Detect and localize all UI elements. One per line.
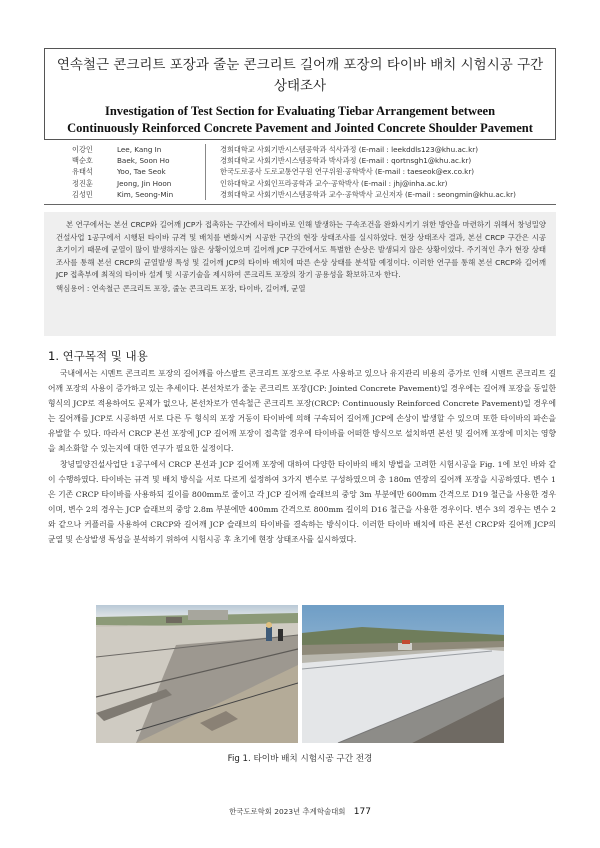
shoulder-site-image bbox=[302, 605, 504, 743]
author-row: 정진훈 Jeong, Jin Hoon 인하대학교 사회인프라공학과 교수·공학박사 (E-mail : jhj@inha.ac.kr) bbox=[44, 178, 556, 189]
abstract-box bbox=[44, 212, 556, 336]
body-paragraph: 국내에서는 시멘트 콘크리트 포장의 길어깨를 아스팔트 콘크리트 포장으로 주로 사용하고 있으나 유지관리 비용의 증가로 인해 시멘트 콘크리트 길어깨 포장의 사용이 증가하고 있는 추세이다. 본선차로가 줄눈 콘크리트 포장(JCP: Jointed Concrete Pavement)일 경우에는 길어깨 포장을 동일한 형식의 JCP로 적용하여도 문제가 없으나, 본선차로가 연속철근 콘크리트 포장(CRCP: Continuously Reinforced Concrete Pavement)일 경우에는 길어깨를 JCP로 시공하면 서로 다른 두 형식의 포장 거동이 타이바에 의해 구속되어 길어깨 JCP에 손상이 발생할 수 있으며 또한 타이바의 파손을 유발할 수 있다. 따라서 CRCP 본선 포장에 JCP 길어깨 포장이 접촉할 경우에 타이바를 어떠한 방식으로 설치하면 본선 및 길어깨 포장에 미치는 영향을 최소화할 수 있는지에 대한 연구가 필요한 실정이다. bbox=[48, 369, 556, 454]
english-title: Investigation of Test Section for Evaluating Tiebar Arrangement between Continuously Reinforced Concrete Pavement and Jointed Concrete Shoulder Pavement bbox=[67, 104, 533, 135]
section-body bbox=[48, 366, 556, 547]
paving-site-image bbox=[96, 605, 298, 743]
title-box bbox=[44, 48, 556, 140]
construction-photo-left bbox=[96, 605, 298, 743]
keywords: 핵심용어 : 연속철근 콘크리트 포장, 줄눈 콘크리트 포장, 타이바, 길어깨, 균열 bbox=[56, 283, 306, 293]
author-row: 김성민 Kim, Seong-Min 경희대학교 사회기반시스템공학과 교수·공학박사 교신저자 (E-mail : seongmin@khu.ac.kr) bbox=[44, 189, 556, 200]
figure-caption: Fig 1. 타이바 배치 시험시공 구간 전경 bbox=[227, 754, 373, 764]
construction-photo-right bbox=[302, 605, 504, 743]
author-row: 유태석 Yoo, Tae Seok 한국도로공사 도로교통연구원 연구위원·공학박사 (E-mail : taeseok@ex.co.kr) bbox=[44, 166, 556, 177]
conference-name: 한국도로학회 2023년 추계학술대회 bbox=[229, 807, 346, 816]
page-footer bbox=[0, 806, 600, 817]
page-number: 177 bbox=[353, 807, 371, 817]
korean-title: 연속철근 콘크리트 포장과 줄눈 콘크리트 길어깨 포장의 타이바 배치 시험시공 구간 상태조사 bbox=[56, 57, 544, 94]
author-row: 이강인 Lee, Kang In 경희대학교 사회기반시스템공학과 석사과정 (E-mail : leekddls123@khu.ac.kr) bbox=[44, 144, 556, 155]
author-list bbox=[44, 144, 556, 205]
abstract-text: 본 연구에서는 본선 CRCP와 길어깨 JCP가 접촉하는 구간에서 타이바로 인해 발생하는 구속조건을 완화시키기 위한 방안을 마련하기 위해서 창녕밀양건설사업 1공구에서 시행된 타이바 규격 및 배치를 변화시켜 시공한 구간의 현장 상태조사를 실시하였다. 현장 상태조사 결과, 본선 CRCP 구간은 시공 초기이기 때문에 균열이 많이 발생하지는 않은 상황이었으며 길어깨 JCP 구간에서도 특별한 손상은 발생되지 않은 상황이었다. 주기적인 추가 현장 상태조사를 통해 본선 CRCP의 균열발생 특성 및 길어깨 JCP의 타이바 배치에 따른 손상 상태를 분석할 예정이다. 이러한 연구를 통해 본선 CRCP와 길어깨 JCP 접촉부에 최적의 타이바 설계 및 시공기술을 제시하여 콘크리트 포장의 장기 공용성을 확보하고자 한다. bbox=[56, 220, 546, 280]
figure-photos bbox=[96, 605, 504, 743]
section-heading: 1. 연구목적 및 내용 bbox=[48, 349, 148, 363]
body-paragraph: 창녕밀양건설사업단 1공구에서 CRCP 본선과 JCP 길어깨 포장에 대하여 다양한 타이바의 배치 방법을 고려한 시험시공을 Fig. 1에 보인 바와 같이 수행하였다. 타이바는 규격 및 배치 방식을 서로 다르게 설정하여 3가지 변수로 구성하였으며 총 180m 연장의 길어깨 포장을 시공하였다. 변수 1은 기존 CRCP 타이바를 사용하되 길이를 800mm로 줄이고 각 JCP 길어깨 슬래브의 중앙 3m 부분에만 600mm 간격으로 D19 철근을 사용한 경우이며, 변수 2의 경우는 JCP 슬래브의 중앙 2.8m 부분에만 400mm 간격으로 800mm 길이의 D16 철근을 사용한 경우이다. 변수 3의 경우는 변수 2와 같으나 커플러를 사용하여 CRCP와 길어깨 JCP 슬래브의 타이바를 결속하는 방식이다. 이러한 타이바 배치에 따른 본선 CRCP와 길어깨 JCP의 균열 및 손상발생 특성을 분석하기 위하여 시험시공 후 초기에 현장 상태조사를 실시하였다. bbox=[48, 459, 556, 545]
author-row: 백순호 Baek, Soon Ho 경희대학교 사회기반시스템공학과 박사과정 (E-mail : qortnsgh1@khu.ac.kr) bbox=[44, 155, 556, 166]
